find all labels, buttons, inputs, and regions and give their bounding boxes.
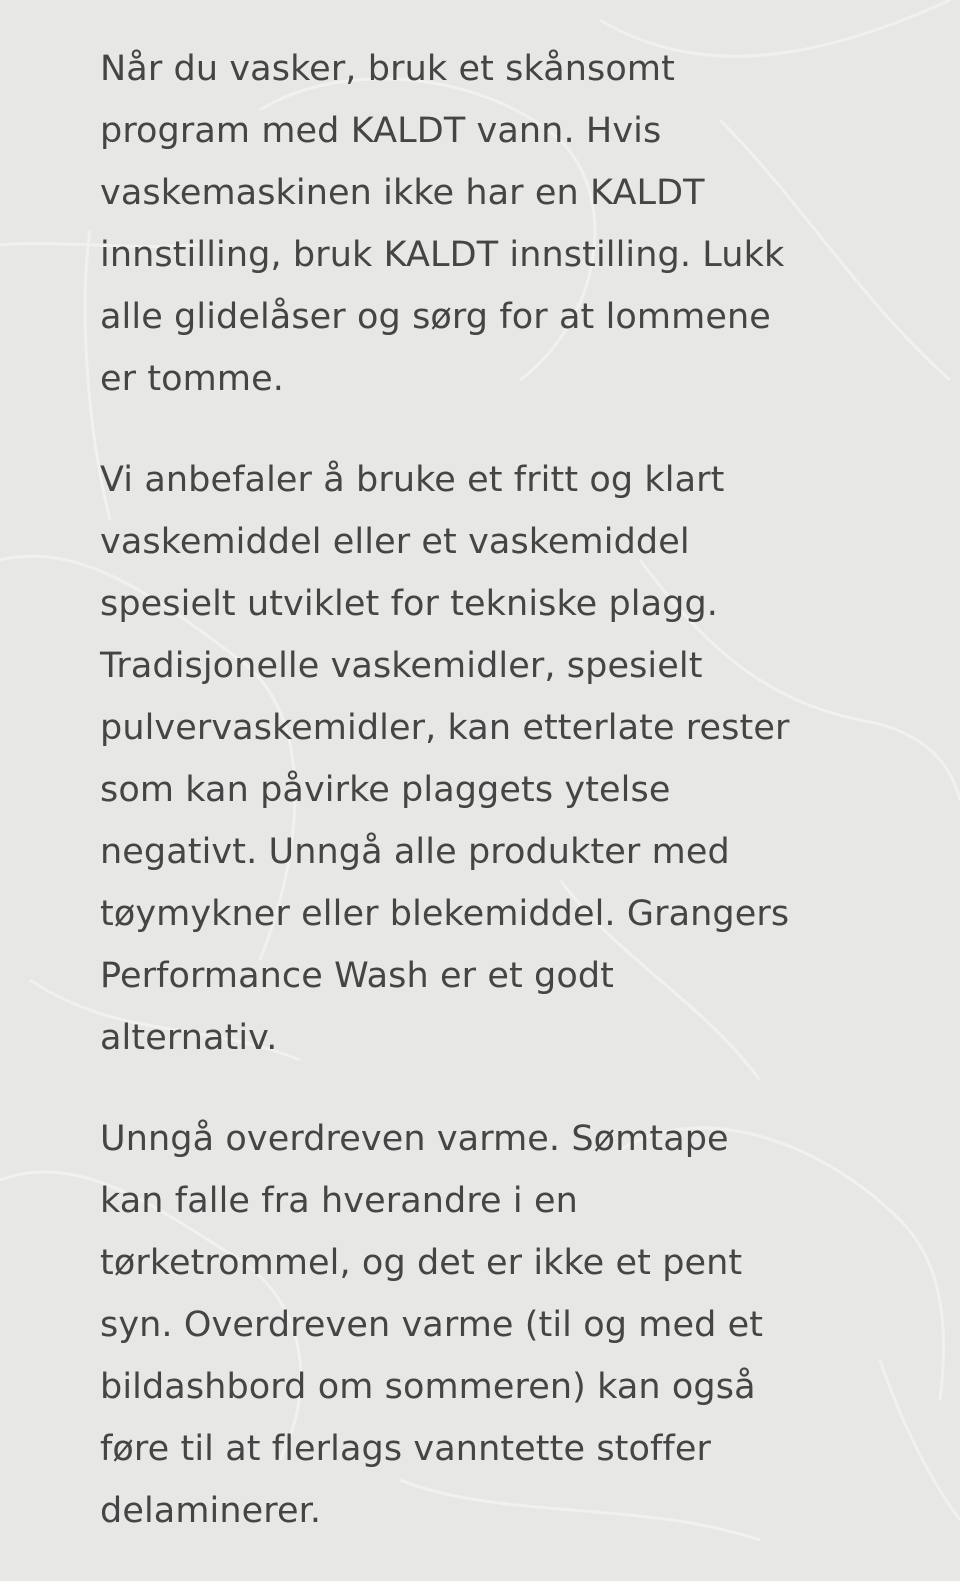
text-line: vaskemaskinen ikke har en KALDT [100, 173, 705, 213]
text-line: Tradisjonelle vaskemidler, spesielt [100, 646, 703, 686]
text-line: Når du vasker, bruk et skånsomt [100, 49, 675, 89]
text-line: pulvervaskemidler, kan etterlate rester [100, 708, 790, 748]
text-line: kan falle fra hverandre i en [100, 1181, 578, 1221]
text-line: program med KALDT vann. Hvis [100, 111, 662, 151]
text-line: Vi anbefaler å bruke et fritt og klart [100, 460, 725, 500]
text-line: spesielt utviklet for tekniske plagg. [100, 584, 719, 624]
text-line: Performance Wash er et godt [100, 956, 614, 996]
text-line: Unngå overdreven varme. Sømtape [100, 1119, 729, 1159]
paragraph-detergent [100, 449, 880, 1069]
text-line: syn. Overdreven varme (til og med et [100, 1305, 764, 1345]
care-instructions-text [100, 38, 880, 1581]
text-line: alternativ. [100, 1018, 278, 1058]
text-line: negativt. Unngå alle produkter med [100, 832, 730, 872]
text-line: vaskemiddel eller et vaskemiddel [100, 522, 690, 562]
paragraph-heat-warning [100, 1108, 880, 1542]
text-line: delaminerer. [100, 1491, 322, 1531]
text-line: bildashbord om sommeren) kan også [100, 1367, 756, 1407]
text-line: som kan påvirke plaggets ytelse [100, 770, 671, 810]
text-line: tørketrommel, og det er ikke et pent [100, 1243, 743, 1283]
text-line: alle glidelåser og sørg for at lommene [100, 297, 771, 337]
paragraph-wash-program [100, 38, 880, 410]
text-line: innstilling, bruk KALDT innstilling. Lukk [100, 235, 785, 275]
text-line: føre til at flerlags vanntette stoffer [100, 1429, 711, 1469]
text-line: er tomme. [100, 359, 284, 399]
text-line: tøymykner eller blekemiddel. Grangers [100, 894, 790, 934]
